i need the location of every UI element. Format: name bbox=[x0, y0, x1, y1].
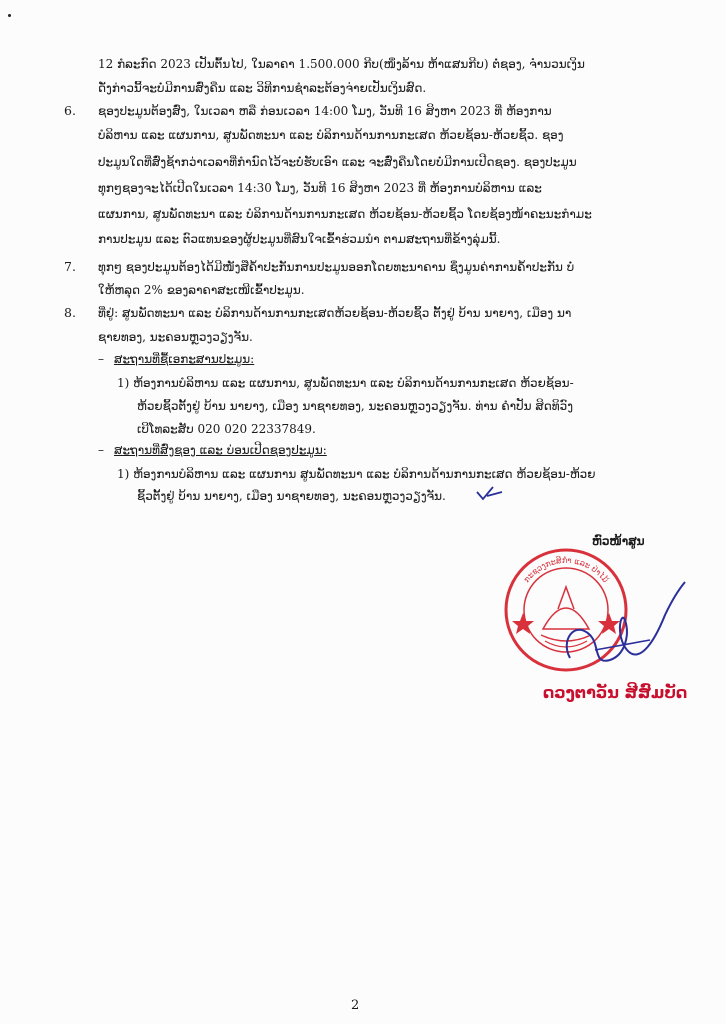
page-number: 2 bbox=[351, 998, 360, 1013]
sub-1-line-1: 1) ຫ້ອງການບໍລິຫານ ແລະ ແຜນການ, ສູນພັດທະນາ ແລະ ບໍລິການດ້ານການກະເສດ ຫ້ວຍຊ້ອນ- bbox=[117, 376, 574, 390]
item-8-line-1: ທີ່ຢູ່: ສູນພັດທະນາ ແລະ ບໍລິການດ້ານການກະເສດຫ້ວຍຊ້ອນ-ຫ້ວຍຊິ້ວ ຕັ້ງຢູ່ ບ້ານ ນາຍາງ, ເມືອງ ນາ bbox=[98, 306, 572, 320]
item-6-line-2: ບໍລິຫານ ແລະ ແຜນການ, ສູນພັດທະນາ ແລະ ບໍລິການດ້ານການກະເສດ ຫ້ວຍຊ້ອນ-ຫ້ວຍຊິ້ວ. ຊອງ bbox=[98, 128, 564, 142]
handwritten-signature bbox=[555, 580, 690, 675]
continuation-line-2: ດັ່ງກ່າວນີ້ຈະບໍ່ມີການສົ່ງຄືນ ແລະ ວິທີການຊຳລະຕ້ອງຈ່າຍເປັນເງິນສົດ. bbox=[98, 81, 427, 95]
item-7-number: 7. bbox=[64, 259, 76, 274]
sub-1-line-2: ຫ້ວຍຊິ້ວຕັ້ງຢູ່ ບ້ານ ນາຍາງ, ເມືອງ ນາຊາຍທອງ, ນະຄອນຫຼວງວຽງຈັນ. ທ່ານ ຄຳປັນ ສິດທິວົງ bbox=[137, 399, 574, 413]
item-6-number: 6. bbox=[64, 103, 76, 118]
item-7-line-1: ທຸກໆ ຊອງປະມູນຕ້ອງໄດ້ມີໜັງສືຄ້ຳປະກັນການປະມູນອອກໂດຍທະນາຄານ ຊຶ່ງມູນຄ່າການຄ້ຳປະກັນ ບໍ່ bbox=[98, 260, 575, 274]
item-6-line-4: ທຸກໆຊອງຈະໄດ້ເປີດໃນເວລາ 14:30 ໂມງ, ວັນທີ 16 ສິງຫາ 2023 ທີ່ ຫ້ອງການບໍລິຫານ ແລະ bbox=[98, 181, 542, 195]
sub-2-heading: ສະຖານທີ່ສົ່ງຊອງ ແລະ ບ່ອນເປີດຊອງປະມູນ: bbox=[114, 443, 327, 457]
signatory-title: ຫົວໜ້າສູນ bbox=[592, 534, 645, 548]
sub-2-line-2: ຊິ້ວຕັ້ງຢູ່ ບ້ານ ນາຍາງ, ເມືອງ ນາຊາຍທອງ, ນະຄອນຫຼວງວຽງຈັນ. bbox=[137, 489, 446, 503]
svg-text:ກະຊວງກະສິກຳ ແລະ ປ່າໄມ້: ກະຊວງກະສິກຳ ແລະ ປ່າໄມ້ bbox=[521, 555, 611, 585]
item-8-line-2: ຊາຍທອງ, ນະຄອນຫຼວງວຽງຈັນ. bbox=[98, 330, 253, 344]
sub-1-heading: ສະຖານທີ່ຊື້ເອກະສານປະມູນ: bbox=[114, 352, 255, 366]
scan-speck bbox=[8, 14, 11, 17]
item-6-line-6: ການປະມູນ ແລະ ຕົວແທນຂອງຜູ້ປະມູນທີ່ສົນໃຈເຂົ້າຮ່ວມນຳ ຕາມສະຖານທີ່ຂ້າງລຸ່ມນີ້. bbox=[98, 232, 501, 246]
sub-2-line-1: 1) ຫ້ອງການບໍລິຫານ ແລະ ແຜນການ ສູນພັດທະນາ ແລະ ບໍລິການດ້ານການກະເສດ ຫ້ວຍຊ້ອນ-ຫ້ວຍ bbox=[117, 467, 596, 481]
item-8-number: 8. bbox=[64, 305, 76, 320]
item-6-line-5: ແຜນການ, ສູນພັດທະນາ ແລະ ບໍລິການດ້ານການກະເສດ ຫ້ວຍຊ້ອນ-ຫ້ວຍຊິ້ວ ໂດຍຊ້ອງໜ້າຄະນະກຳມະ bbox=[98, 207, 592, 221]
sub-2-dash: – bbox=[98, 443, 104, 457]
signatory-name: ດວງຕາວັນ ສີສົມບັດ bbox=[543, 683, 688, 702]
sub-1-dash: – bbox=[98, 352, 104, 366]
continuation-line-1: 12 ກໍລະກົດ 2023 ເປັນຕົ້ນໄປ, ໃນລາຄາ 1.500.000 ກີບ(ໜຶ່ງລ້ານ ຫ້າແສນກີບ) ຕໍ່ຊອງ, ຈຳນວນເງິນ bbox=[98, 57, 585, 71]
check-mark-icon bbox=[475, 484, 505, 502]
item-7-line-2: ໃຫ້ຫລຸດ 2% ຂອງລາຄາສະເໜີເຂົ້າປະມູນ. bbox=[98, 283, 305, 297]
sub-1-line-3: ເບີໂທລະສັບ 020 020 22337849. bbox=[137, 422, 316, 436]
item-6-line-1: ຊອງປະມູນຕ້ອງສົ່ງ, ໃນເວລາ ຫລື ກ່ອນເວລາ 14:00 ໂມງ, ວັນທີ 16 ສິງຫາ 2023 ທີ່ ຫ້ອງການ bbox=[98, 104, 552, 118]
item-6-line-3: ປະມູນໃດທີ່ສົ່ງຊ້າກວ່າເວລາທີ່ກຳນົດໄວ້ຈະບໍ່ຮັບເອົາ ແລະ ຈະສົ່ງຄືນໂດຍບໍ່ມີການເປີດຊອງ. ຊອງປະມູນ bbox=[98, 155, 577, 169]
